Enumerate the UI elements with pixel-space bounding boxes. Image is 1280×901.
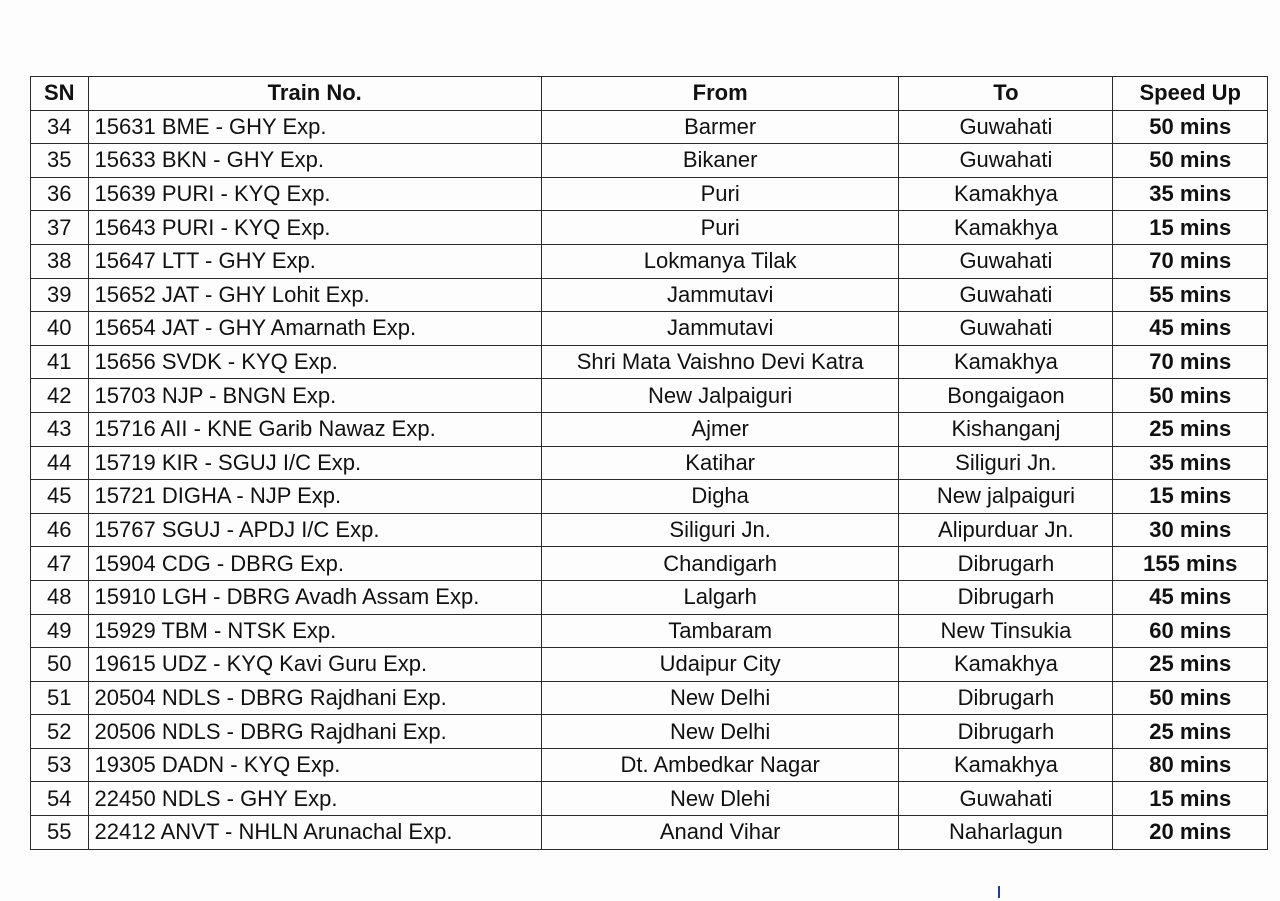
cell-from: Anand Vihar	[541, 816, 898, 850]
cell-speed-up: 60 mins	[1113, 614, 1268, 648]
cell-speed-up: 30 mins	[1113, 513, 1268, 547]
cell-train-no: 22412 ANVT - NHLN Arunachal Exp.	[88, 816, 541, 850]
cell-to: Guwahati	[899, 110, 1113, 144]
cell-to: Kishanganj	[899, 412, 1113, 446]
cell-sn: 48	[31, 580, 89, 614]
cell-sn: 38	[31, 244, 89, 278]
cell-to: Dibrugarh	[899, 681, 1113, 715]
cell-sn: 40	[31, 312, 89, 346]
cell-from: Lokmanya Tilak	[541, 244, 898, 278]
cell-from: Shri Mata Vaishno Devi Katra	[541, 345, 898, 379]
cell-speed-up: 50 mins	[1113, 144, 1268, 178]
cell-train-no: 15652 JAT - GHY Lohit Exp.	[88, 278, 541, 312]
cell-sn: 41	[31, 345, 89, 379]
cell-sn: 51	[31, 681, 89, 715]
cell-sn: 34	[31, 110, 89, 144]
cell-from: Jammutavi	[541, 278, 898, 312]
cell-speed-up: 25 mins	[1113, 412, 1268, 446]
cell-train-no: 15904 CDG - DBRG Exp.	[88, 547, 541, 581]
cell-speed-up: 55 mins	[1113, 278, 1268, 312]
table-row	[31, 211, 1268, 245]
cell-to: Dibrugarh	[899, 580, 1113, 614]
header-from: From	[541, 77, 898, 111]
cell-sn: 44	[31, 446, 89, 480]
cell-sn: 45	[31, 480, 89, 514]
cell-train-no: 15719 KIR - SGUJ I/C Exp.	[88, 446, 541, 480]
table-row	[31, 580, 1268, 614]
cell-train-no: 19615 UDZ - KYQ Kavi Guru Exp.	[88, 648, 541, 682]
header-speed-up: Speed Up	[1113, 77, 1268, 111]
train-speed-up-table	[30, 76, 1268, 850]
table-header	[31, 77, 1268, 111]
cell-sn: 37	[31, 211, 89, 245]
cell-speed-up: 80 mins	[1113, 748, 1268, 782]
cell-speed-up: 25 mins	[1113, 648, 1268, 682]
cell-sn: 39	[31, 278, 89, 312]
cell-from: New Delhi	[541, 681, 898, 715]
cell-to: Kamakhya	[899, 748, 1113, 782]
cell-from: Digha	[541, 480, 898, 514]
table-row	[31, 244, 1268, 278]
cell-from: Puri	[541, 211, 898, 245]
cell-speed-up: 15 mins	[1113, 211, 1268, 245]
cell-speed-up: 15 mins	[1113, 480, 1268, 514]
header-sn: SN	[31, 77, 89, 111]
table-row	[31, 144, 1268, 178]
cell-from: Siliguri Jn.	[541, 513, 898, 547]
cell-to: Kamakhya	[899, 211, 1113, 245]
cell-train-no: 15639 PURI - KYQ Exp.	[88, 177, 541, 211]
table-row	[31, 177, 1268, 211]
header-to: To	[899, 77, 1113, 111]
cell-speed-up: 70 mins	[1113, 244, 1268, 278]
cell-sn: 50	[31, 648, 89, 682]
cell-speed-up: 20 mins	[1113, 816, 1268, 850]
cell-speed-up: 50 mins	[1113, 379, 1268, 413]
cell-train-no: 15631 BME - GHY Exp.	[88, 110, 541, 144]
cell-sn: 47	[31, 547, 89, 581]
cell-speed-up: 155 mins	[1113, 547, 1268, 581]
cell-to: New jalpaiguri	[899, 480, 1113, 514]
cell-train-no: 15910 LGH - DBRG Avadh Assam Exp.	[88, 580, 541, 614]
cell-from: New Jalpaiguri	[541, 379, 898, 413]
cell-train-no: 15643 PURI - KYQ Exp.	[88, 211, 541, 245]
cell-to: Guwahati	[899, 312, 1113, 346]
cell-to: New Tinsukia	[899, 614, 1113, 648]
table-row	[31, 110, 1268, 144]
cell-train-no: 15721 DIGHA - NJP Exp.	[88, 480, 541, 514]
table-row	[31, 547, 1268, 581]
cell-speed-up: 50 mins	[1113, 681, 1268, 715]
table-row	[31, 480, 1268, 514]
cell-to: Dibrugarh	[899, 547, 1113, 581]
cell-sn: 53	[31, 748, 89, 782]
cell-train-no: 15633 BKN - GHY Exp.	[88, 144, 541, 178]
cell-sn: 52	[31, 715, 89, 749]
cell-from: Bikaner	[541, 144, 898, 178]
cell-from: Jammutavi	[541, 312, 898, 346]
table-row	[31, 715, 1268, 749]
table-row	[31, 513, 1268, 547]
table-row	[31, 748, 1268, 782]
cell-sn: 54	[31, 782, 89, 816]
table-row	[31, 278, 1268, 312]
cell-speed-up: 45 mins	[1113, 580, 1268, 614]
cell-to: Siliguri Jn.	[899, 446, 1113, 480]
cell-train-no: 15767 SGUJ - APDJ I/C Exp.	[88, 513, 541, 547]
cell-to: Kamakhya	[899, 345, 1113, 379]
cell-to: Guwahati	[899, 144, 1113, 178]
cell-to: Alipurduar Jn.	[899, 513, 1113, 547]
table-row	[31, 345, 1268, 379]
cell-sn: 46	[31, 513, 89, 547]
table-row	[31, 412, 1268, 446]
cell-from: Chandigarh	[541, 547, 898, 581]
cell-to: Guwahati	[899, 244, 1113, 278]
table-row	[31, 782, 1268, 816]
cell-speed-up: 35 mins	[1113, 446, 1268, 480]
cell-train-no: 15929 TBM - NTSK Exp.	[88, 614, 541, 648]
cell-speed-up: 45 mins	[1113, 312, 1268, 346]
table-row	[31, 446, 1268, 480]
cell-from: Ajmer	[541, 412, 898, 446]
cell-from: New Delhi	[541, 715, 898, 749]
cell-to: Kamakhya	[899, 648, 1113, 682]
cell-train-no: 15716 AII - KNE Garib Nawaz Exp.	[88, 412, 541, 446]
cell-speed-up: 70 mins	[1113, 345, 1268, 379]
cell-speed-up: 25 mins	[1113, 715, 1268, 749]
table-row	[31, 379, 1268, 413]
ink-mark	[998, 886, 1000, 898]
cell-to: Naharlagun	[899, 816, 1113, 850]
cell-speed-up: 15 mins	[1113, 782, 1268, 816]
cell-to: Bongaigaon	[899, 379, 1113, 413]
cell-from: Udaipur City	[541, 648, 898, 682]
cell-train-no: 22450 NDLS - GHY Exp.	[88, 782, 541, 816]
cell-to: Guwahati	[899, 782, 1113, 816]
cell-train-no: 15656 SVDK - KYQ Exp.	[88, 345, 541, 379]
cell-from: Tambaram	[541, 614, 898, 648]
table-row	[31, 681, 1268, 715]
cell-sn: 36	[31, 177, 89, 211]
cell-sn: 49	[31, 614, 89, 648]
cell-speed-up: 50 mins	[1113, 110, 1268, 144]
cell-sn: 55	[31, 816, 89, 850]
cell-train-no: 15654 JAT - GHY Amarnath Exp.	[88, 312, 541, 346]
cell-speed-up: 35 mins	[1113, 177, 1268, 211]
table-row	[31, 312, 1268, 346]
header-train-no: Train No.	[88, 77, 541, 111]
table-body	[31, 110, 1268, 849]
cell-sn: 43	[31, 412, 89, 446]
table-row	[31, 648, 1268, 682]
cell-sn: 35	[31, 144, 89, 178]
cell-to: Dibrugarh	[899, 715, 1113, 749]
table-row	[31, 816, 1268, 850]
cell-train-no: 15647 LTT - GHY Exp.	[88, 244, 541, 278]
cell-from: Dt. Ambedkar Nagar	[541, 748, 898, 782]
cell-sn: 42	[31, 379, 89, 413]
cell-from: Barmer	[541, 110, 898, 144]
cell-from: New Dlehi	[541, 782, 898, 816]
cell-train-no: 19305 DADN - KYQ Exp.	[88, 748, 541, 782]
cell-train-no: 15703 NJP - BNGN Exp.	[88, 379, 541, 413]
cell-to: Guwahati	[899, 278, 1113, 312]
table-row	[31, 614, 1268, 648]
cell-to: Kamakhya	[899, 177, 1113, 211]
cell-train-no: 20504 NDLS - DBRG Rajdhani Exp.	[88, 681, 541, 715]
header-row	[31, 77, 1268, 111]
cell-train-no: 20506 NDLS - DBRG Rajdhani Exp.	[88, 715, 541, 749]
cell-from: Puri	[541, 177, 898, 211]
cell-from: Katihar	[541, 446, 898, 480]
cell-from: Lalgarh	[541, 580, 898, 614]
